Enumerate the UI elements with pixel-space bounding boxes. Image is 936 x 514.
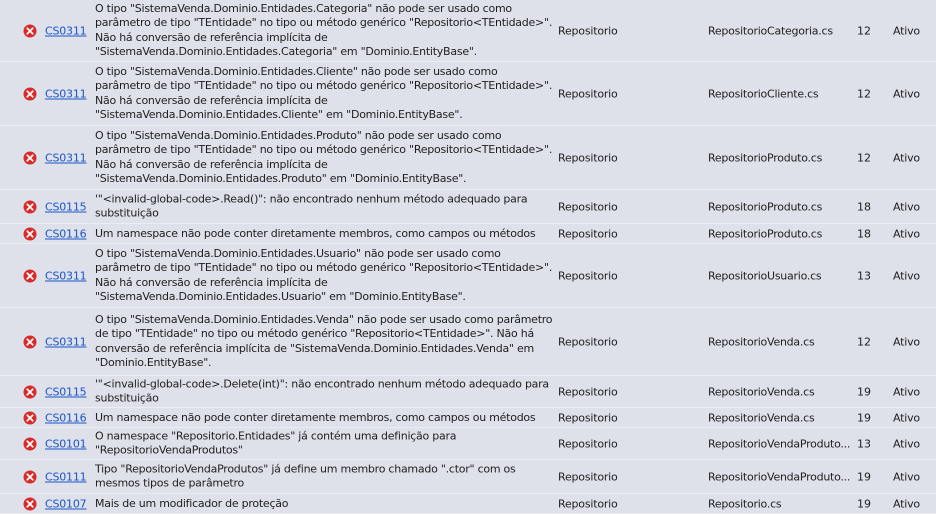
error-state: Ativo (893, 385, 920, 398)
error-icon (23, 151, 37, 165)
error-icon (23, 470, 37, 484)
error-file: RepositorioCliente.cs (708, 87, 819, 100)
error-code-link[interactable]: CS0311 (45, 151, 87, 164)
error-description: O tipo "SistemaVenda.Dominio.Entidades.Produto" não pode ser usado como parâmetro de tipo "TEntidade" no tipo ou método genérico "Repositorio<TEntidade>". Não há conversão de referência implícita de "SistemaVenda.Dominio.Entidades.Produto" em "Dominio.EntityBase". (95, 128, 553, 185)
error-description: O tipo "SistemaVenda.Dominio.Entidades.Usuario" não pode ser usado como parâmetro de tipo "TEntidade" no tipo ou método genérico "Repositorio<TEntidade>". Não há conversão de referência implícita de "SistemaVenda.Dominio.Entidades.Usuario" em "Dominio.EntityBase". (95, 246, 553, 303)
error-line: 12 (857, 335, 871, 348)
error-project: Repositorio (558, 87, 618, 100)
error-icon (23, 87, 37, 101)
error-code-link[interactable]: CS0311 (45, 335, 87, 348)
error-project: Repositorio (558, 385, 618, 398)
error-line: 19 (857, 411, 871, 424)
error-code-link[interactable]: CS0101 (45, 437, 87, 450)
error-description: '"<invalid-global-code>.Read()": não encontrado nenhum método adequado para substituição (95, 192, 528, 220)
error-description: O tipo "SistemaVenda.Dominio.Entidades.Cliente" não pode ser usado como parâmetro de tipo "TEntidade" no tipo ou método genérico "Repositorio<TEntidade>". Não há conversão de referência implícita de "SistemaVenda.Dominio.Entidades.Cliente" em "Dominio.EntityBase". (95, 64, 553, 121)
error-state: Ativo (893, 269, 920, 282)
error-code-link[interactable]: CS0111 (45, 470, 87, 483)
error-row[interactable] (0, 376, 936, 408)
error-code-link[interactable]: CS0115 (45, 385, 87, 398)
error-description: Mais de um modificador de proteção (95, 496, 289, 510)
error-description: O tipo "SistemaVenda.Dominio.Entidades.Venda" não pode ser usado como parâmetro de tipo "TEntidade" no tipo ou método genérico "Repositorio<TEntidade>". Não há conversão de referência implícita de "SistemaVenda.Dominio.Entidades.Venda" em "Dominio.EntityBase". (95, 312, 553, 369)
error-line: 18 (857, 227, 871, 240)
error-description: O namespace "Repositorio.Entidades" já contém uma definição para "RepositorioVendaProdutos" (95, 429, 457, 457)
error-line: 19 (857, 385, 871, 398)
error-project: Repositorio (558, 437, 618, 450)
error-row[interactable] (0, 190, 936, 224)
error-icon (23, 24, 37, 38)
error-state: Ativo (893, 437, 920, 450)
error-code-link[interactable]: CS0116 (45, 227, 87, 240)
error-row[interactable] (0, 62, 936, 126)
error-description: '"<invalid-global-code>.Delete(int)": não encontrado nenhum método adequado para substituição (95, 377, 549, 405)
error-project: Repositorio (558, 497, 618, 510)
error-line: 12 (857, 24, 871, 37)
error-file: RepositorioVendaProduto... (708, 437, 851, 450)
error-project: Repositorio (558, 411, 618, 424)
error-file: RepositorioVenda.cs (708, 411, 815, 424)
error-icon (23, 437, 37, 451)
error-project: Repositorio (558, 151, 618, 164)
error-icon (23, 411, 37, 425)
error-state: Ativo (893, 470, 920, 483)
error-row[interactable] (0, 244, 936, 308)
error-code-link[interactable]: CS0311 (45, 269, 87, 282)
error-code-link[interactable]: CS0107 (45, 497, 87, 510)
error-file: RepositorioProduto.cs (708, 151, 823, 164)
error-row[interactable] (0, 126, 936, 190)
error-icon (23, 269, 37, 283)
error-project: Repositorio (558, 269, 618, 282)
error-project: Repositorio (558, 200, 618, 213)
error-state: Ativo (893, 24, 920, 37)
error-state: Ativo (893, 411, 920, 424)
error-description: Um namespace não pode conter diretamente membros, como campos ou métodos (95, 410, 536, 424)
error-project: Repositorio (558, 24, 618, 37)
error-line: 13 (857, 437, 871, 450)
error-description: Um namespace não pode conter diretamente membros, como campos ou métodos (95, 226, 536, 240)
error-project: Repositorio (558, 227, 618, 240)
error-row[interactable] (0, 0, 936, 62)
error-line: 18 (857, 200, 871, 213)
error-project: Repositorio (558, 335, 618, 348)
error-state: Ativo (893, 151, 920, 164)
error-file: RepositorioProduto.cs (708, 227, 823, 240)
error-file: RepositorioVenda.cs (708, 335, 815, 348)
error-project: Repositorio (558, 470, 618, 483)
error-code-link[interactable]: CS0311 (45, 87, 87, 100)
error-line: 12 (857, 87, 871, 100)
error-file: RepositorioUsuario.cs (708, 269, 822, 282)
error-description: Tipo "RepositorioVendaProdutos" já define um membro chamado ".ctor" com os mesmos tipos de parâmetro (95, 462, 516, 490)
error-row[interactable] (0, 428, 936, 460)
error-row[interactable] (0, 494, 936, 514)
error-file: RepositorioProduto.cs (708, 200, 823, 213)
error-file: Repositorio.cs (708, 497, 782, 510)
error-file: RepositorioCategoria.cs (708, 24, 833, 37)
error-code-link[interactable]: CS0116 (45, 411, 87, 424)
error-line: 19 (857, 497, 871, 510)
error-code-link[interactable]: CS0311 (45, 24, 87, 37)
error-icon (23, 335, 37, 349)
error-state: Ativo (893, 227, 920, 240)
error-line: 19 (857, 470, 871, 483)
error-state: Ativo (893, 335, 920, 348)
error-row[interactable] (0, 408, 936, 428)
error-file: RepositorioVenda.cs (708, 385, 815, 398)
error-state: Ativo (893, 87, 920, 100)
error-row[interactable] (0, 224, 936, 244)
error-line: 13 (857, 269, 871, 282)
error-icon (23, 385, 37, 399)
error-row[interactable] (0, 308, 936, 376)
error-description: O tipo "SistemaVenda.Dominio.Entidades.Categoria" não pode ser usado como parâmetro de tipo "TEntidade" no tipo ou método genérico "Repositorio<TEntidade>". Não há conversão de referência implícita de "SistemaVenda.Dominio.Entidades.Categoria" em "Dominio.EntityBase". (95, 1, 553, 58)
error-state: Ativo (893, 200, 920, 213)
error-icon (23, 200, 37, 214)
error-row[interactable] (0, 460, 936, 494)
error-file: RepositorioVendaProduto... (708, 470, 851, 483)
error-icon (23, 227, 37, 241)
error-line: 12 (857, 151, 871, 164)
error-icon (23, 497, 37, 511)
error-state: Ativo (893, 497, 920, 510)
error-code-link[interactable]: CS0115 (45, 200, 87, 213)
